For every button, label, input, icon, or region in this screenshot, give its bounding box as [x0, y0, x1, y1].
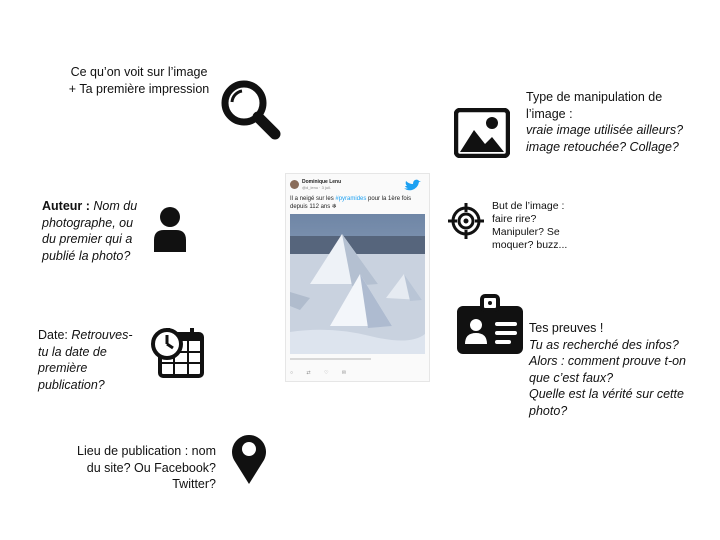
- tweet-meta: [290, 358, 425, 364]
- manipulation-text: [526, 89, 716, 155]
- calendar-clock-icon: [150, 322, 206, 380]
- manipulation-title-1: Type de manipulation de: [526, 90, 663, 104]
- person-icon: [152, 206, 188, 254]
- tweet-header: [290, 179, 425, 193]
- lieu-line-2: du site? Ou Facebook?: [86, 460, 216, 475]
- preuves-line-3: Alors : comment prouve t-on: [529, 354, 687, 368]
- but-line-3: Manipuler? Se: [492, 226, 560, 238]
- auteur-line-4: publié la photo?: [42, 248, 131, 263]
- auteur-text: [42, 198, 146, 264]
- tweet-handle: @d_lenu · 3 juil.: [302, 185, 331, 190]
- manipulation-title-2: l’image :: [526, 106, 573, 121]
- date-line-3: première: [38, 361, 88, 375]
- tweet-user: Dominique Lenu: [302, 179, 342, 185]
- but-line-2: faire rire?: [492, 213, 537, 225]
- auteur-line-2: photographe, ou: [42, 215, 134, 230]
- impression-text: [60, 64, 218, 97]
- manipulation-line-4: image retouchée? Collage?: [526, 139, 679, 154]
- location-pin-icon: [228, 430, 270, 486]
- but-line-1: But de l’image :: [492, 200, 565, 212]
- date-line-4: publication?: [38, 377, 105, 392]
- preuves-line-6: photo?: [529, 403, 568, 418]
- auteur-label: Auteur :: [42, 199, 94, 213]
- avatar: [290, 180, 299, 189]
- tweet-text-line-2: depuis 112 ans ❄: [290, 204, 337, 210]
- pyramids-snow-photo: [290, 214, 425, 354]
- but-line-4: moquer? buzz...: [492, 239, 568, 251]
- preuves-title: Tes preuves !: [529, 321, 604, 335]
- manipulation-line-3: vraie image utilisée ailleurs?: [526, 123, 684, 137]
- auteur-line-3: du premier qui a: [42, 232, 133, 246]
- id-badge-icon: [455, 294, 525, 356]
- preuves-line-5: Quelle est la vérité sur cette: [529, 387, 684, 401]
- preuves-line-2: Tu as recherché des infos?: [529, 337, 679, 352]
- preuves-text: [529, 320, 715, 419]
- lieu-line-1: Lieu de publication : nom: [77, 444, 216, 458]
- tweet-text: [290, 195, 426, 211]
- auteur-first: Nom du: [93, 199, 138, 213]
- tweet-actions: ○ ⇄ ♡ ✉: [290, 370, 353, 376]
- image-icon: [454, 108, 510, 158]
- lieu-line-3: Twitter?: [172, 477, 216, 491]
- date-line-2: tu la date de: [38, 344, 107, 359]
- tweet-hashtag: #pyramides: [335, 196, 367, 202]
- tweet-text-b: pour la 1ère fois: [366, 196, 412, 202]
- tweet-meta-line: [290, 358, 371, 360]
- preuves-line-4: que c’est faux?: [529, 370, 614, 385]
- impression-line-1: Ce qu’on voit sur l’image: [70, 65, 208, 79]
- tweet-screenshot: [285, 173, 430, 382]
- tweet-text-a: Il a neigé sur les: [290, 196, 336, 202]
- target-icon: [447, 202, 485, 240]
- but-text: [492, 200, 592, 252]
- date-first: Retrouves-: [71, 328, 133, 342]
- magnifier-icon: [218, 78, 282, 140]
- date-label: Date:: [38, 328, 72, 342]
- impression-line-2: + Ta première impression: [68, 81, 210, 96]
- date-text: [38, 327, 150, 393]
- lieu-text: [56, 443, 216, 493]
